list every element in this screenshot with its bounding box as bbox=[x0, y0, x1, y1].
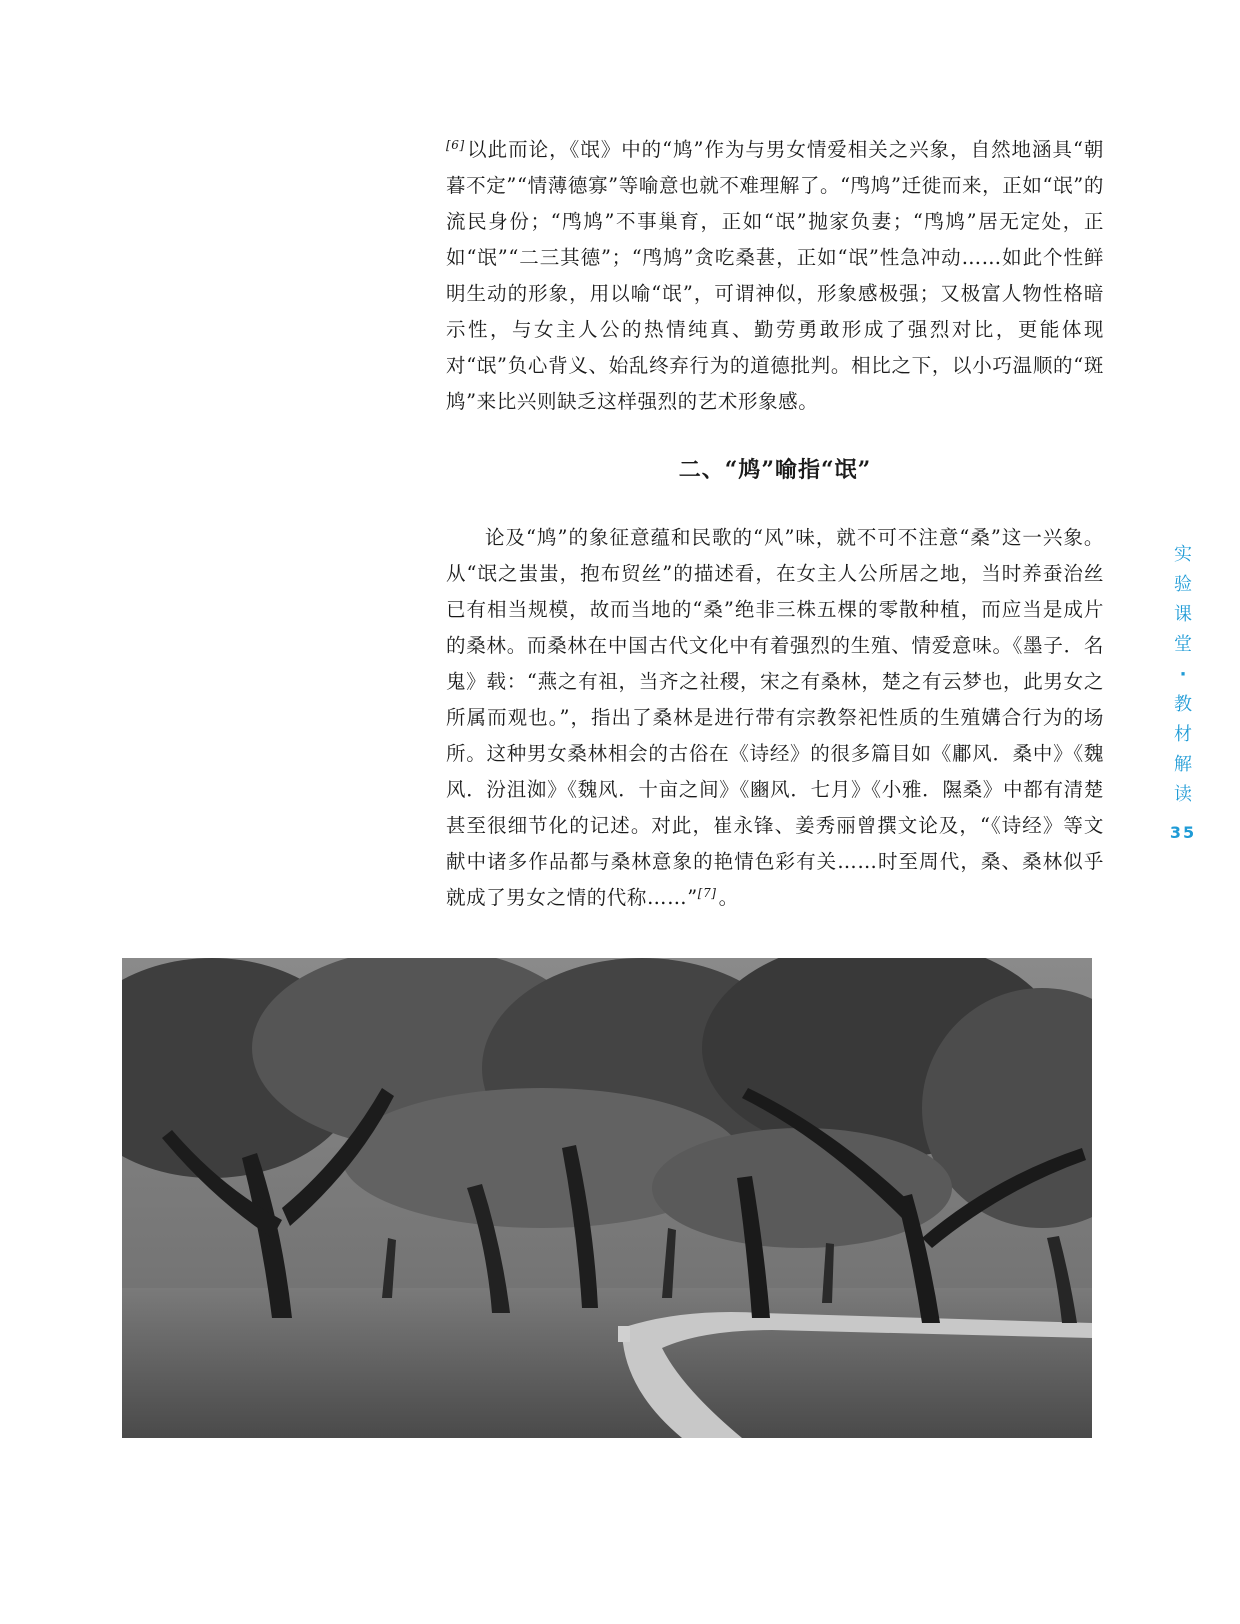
paragraph-2 bbox=[446, 520, 1104, 916]
paragraph-1 bbox=[446, 132, 1104, 420]
grove-illustration bbox=[122, 958, 1092, 1438]
mulberry-grove-photo bbox=[122, 958, 1092, 1438]
side-label-char: 课 bbox=[1174, 604, 1192, 625]
footnote-ref-6: [6] bbox=[446, 137, 465, 152]
side-label-separator: · bbox=[1179, 664, 1187, 685]
section-side-label bbox=[1168, 540, 1198, 810]
side-label-char: 解 bbox=[1174, 754, 1192, 775]
side-label-char: 堂 bbox=[1174, 634, 1192, 655]
side-label-char: 教 bbox=[1174, 694, 1192, 715]
section-title: 二、“鸠”喻指“氓” bbox=[678, 457, 872, 483]
side-label-char: 读 bbox=[1174, 784, 1192, 805]
paragraph-2-tail: 。 bbox=[718, 886, 739, 909]
paragraph-1-block bbox=[446, 132, 1104, 420]
footnote-ref-7: [7] bbox=[697, 885, 717, 900]
side-label-char: 验 bbox=[1174, 574, 1192, 595]
side-label-char: 材 bbox=[1174, 724, 1192, 745]
paragraph-2-block bbox=[446, 520, 1104, 916]
page-number: 35 bbox=[1169, 823, 1197, 842]
side-label-char: 实 bbox=[1174, 544, 1192, 565]
paragraph-2-text: 论及“鸠”的象征意蕴和民歌的“风”味，就不可不注意“桑”这一兴象。从“氓之蚩蚩，抱布贸丝”的描述看，在女主人公所居之地，当时养蚕治丝已有相当规模，故而当地的“桑”绝非三株五棵的零散种植，而应当是成片的桑林。而桑林在中国古代文化中有着强烈的生殖、情爱意味。《墨子．名鬼》载：“燕之有祖，当齐之社稷，宋之有桑林，楚之有云梦也，此男女之所属而观也。”，指出了桑林是进行带有宗教祭祀性质的生殖媾合行为的场所。这种男女桑林相会的古俗在《诗经》的很多篇目如《鄘风．桑中》《魏风．汾沮洳》《魏风．十亩之间》《豳风．七月》《小雅．隰桑》中都有清楚甚至很细节化的记述。对此，崔永锋、姜秀丽曾撰文论及，“《诗经》等文献中诸多作品都与桑林意象的艳情色彩有关……时至周代，桑、桑林似乎就成了男女之情的代称……” bbox=[446, 526, 1104, 909]
paragraph-1-text: 以此而论，《氓》中的“鸠”作为与男女情爱相关之兴象，自然地涵具“朝暮不定”“情薄德寡”等喻意也就不难理解了。“鸤鸠”迁徙而来，正如“氓”的流民身份；“鸤鸠”不事巢育，正如“氓”抛家负妻；“鸤鸠”居无定处，正如“氓”“二三其德”；“鸤鸠”贪吃桑葚，正如“氓”性急冲动……如此个性鲜明生动的形象，用以喻“氓”，可谓神似，形象感极强；又极富人物性格暗示性，与女主人公的热情纯真、勤劳勇敢形成了强烈对比，更能体现对“氓”负心背义、始乱终弃行为的道德批判。相比之下，以小巧温顺的“斑鸠”来比兴则缺乏这样强烈的艺术形象感。 bbox=[446, 138, 1104, 413]
